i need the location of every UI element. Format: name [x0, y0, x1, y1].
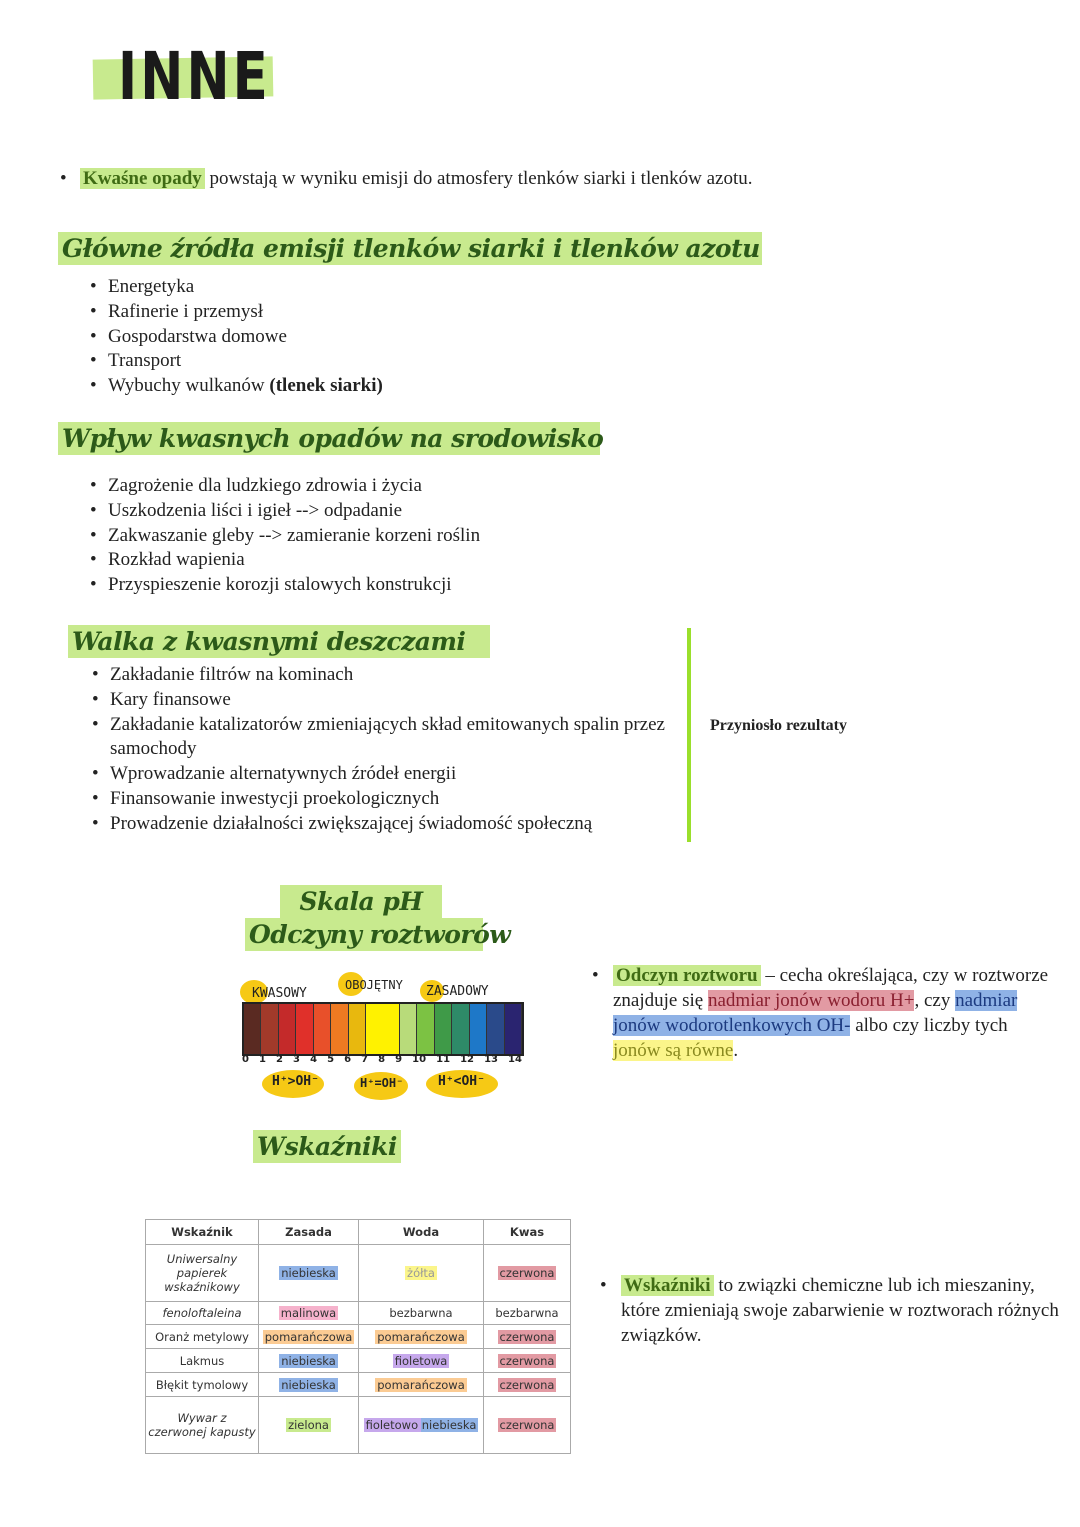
ph-color-strip: [242, 1002, 524, 1056]
list-item: • Rafinerie i przemysł: [90, 300, 383, 325]
ph-segment-1: [261, 1004, 278, 1054]
table-row: Błękit tymolowy niebieska pomarańczowa czerwona: [146, 1373, 571, 1397]
table-row: Wywar z czerwonej kapusty zielona fioletowo niebieska czerwona: [146, 1397, 571, 1454]
ph-segment-12: [470, 1004, 487, 1054]
odczyny-heading: Odczyny roztworów: [245, 918, 483, 951]
ph-number: 12: [460, 1054, 475, 1065]
ph-segment-3: [296, 1004, 313, 1054]
list-item: • Zakładanie filtrów na kominach: [92, 663, 682, 688]
wskazniki-heading: Wskaźniki: [253, 1130, 401, 1163]
section-heading-countermeasures: Walka z kwasnymi deszczami: [68, 625, 490, 658]
ph-segment-2: [279, 1004, 296, 1054]
ph-number: 1: [259, 1054, 266, 1065]
ph-segment-10: [435, 1004, 452, 1054]
ph-number: 2: [276, 1054, 283, 1065]
table-row: Uniwersalny papierek wskaźnikowy niebieska żółta czerwona: [146, 1245, 571, 1302]
ph-segment-9: [417, 1004, 434, 1054]
list-item: • Zakwaszanie gleby --> zamieranie korzeni roślin: [90, 524, 480, 549]
ph-number: 13: [484, 1054, 498, 1065]
ph-number: 5: [327, 1054, 335, 1065]
result-note: Przyniosło rezultaty: [710, 717, 848, 734]
list-item: • Energetyka: [90, 275, 383, 300]
list-item: • Kary finansowe: [92, 688, 682, 713]
ph-number: 14: [508, 1054, 522, 1065]
table-header-row: Wskaźnik Zasada Woda Kwas: [146, 1220, 571, 1245]
base-label: ZASADOWY: [426, 984, 489, 999]
ph-number: 11: [436, 1054, 451, 1065]
acid-relation: H⁺>OH⁻: [272, 1074, 319, 1089]
ph-segment-4: [314, 1004, 331, 1054]
table-row: Oranż metylowy pomarańczowa pomarańczowa czerwona: [146, 1325, 571, 1349]
ph-segment-7: [366, 1004, 400, 1054]
bracket-bar: [687, 628, 691, 842]
effects-list: [90, 474, 480, 598]
ph-number: 3: [293, 1054, 301, 1065]
list-item: • Wprowadzanie alternatywnych źródeł energii: [92, 762, 682, 787]
ph-number: 7: [361, 1054, 369, 1065]
table-row: fenoloftaleina malinowa bezbarwna bezbarwna: [146, 1302, 571, 1325]
ph-number: 10: [412, 1054, 427, 1065]
list-item: • Wybuchy wulkanów (tlenek siarki): [90, 374, 383, 399]
neutral-relation: H⁺=OH⁻: [360, 1076, 404, 1090]
countermeasures-list: [92, 663, 682, 837]
list-item: • Transport: [90, 349, 383, 374]
list-item: • Prowadzenie działalności zwiększającej świadomość społeczną: [92, 812, 682, 837]
list-item: • Zakładanie katalizatorów zmieniających skład emitowanych spalin przez samochody: [92, 713, 682, 763]
list-item: • Przyspieszenie korozji stalowych konstrukcji: [90, 573, 480, 598]
wskazniki-definition: • Wskaźniki to związki chemiczne lub ich mieszaniny, które zmieniają swoje zabarwienie w roztworach różnych związków.: [600, 1275, 1059, 1346]
ph-segment-6: [349, 1004, 366, 1054]
ph-segment-0: [244, 1004, 261, 1054]
section-heading-effects: Wpływ kwasnych opadów na srodowisko: [58, 422, 600, 455]
acid-label: KWASOWY: [252, 986, 307, 1001]
odczyn-definition: • Odczyn roztworu – cecha określająca, czy w roztworze znajduje się nadmiar jonów wodoru H+, czy nadmiar jonów wodorotlenkowych OH- albo czy liczby tych jonów są równe.: [592, 965, 1049, 1061]
ph-segment-11: [452, 1004, 469, 1054]
base-relation: H⁺<OH⁻: [438, 1074, 485, 1089]
intro-term: Kwaśne opady: [80, 168, 205, 189]
section-heading-sources: Główne źródła emisji tlenków siarki i tlenków azotu: [58, 232, 762, 265]
ph-segment-14: [505, 1004, 522, 1054]
ph-numbers: [242, 1054, 522, 1065]
list-item: • Zagrożenie dla ludzkiego zdrowia i życia: [90, 474, 480, 499]
table-row: Lakmus niebieska fioletowa czerwona: [146, 1349, 571, 1373]
list-item: • Rozkład wapienia: [90, 548, 480, 573]
neutral-label: OBOJĘTNY: [345, 978, 403, 992]
ph-segment-8: [400, 1004, 417, 1054]
ph-segment-5: [331, 1004, 348, 1054]
page-title: INNE: [118, 38, 271, 115]
ph-number: 4: [310, 1054, 318, 1065]
ph-segment-13: [487, 1004, 504, 1054]
ph-number: 8: [378, 1054, 386, 1065]
list-item: • Uszkodzenia liści i igieł --> odpadanie: [90, 499, 480, 524]
intro-text: powstają w wyniku emisji do atmosfery tlenków siarki i tlenków azotu.: [204, 168, 753, 189]
ph-heading: Skala pH: [280, 885, 442, 918]
ph-number: 0: [242, 1054, 249, 1065]
list-item: • Finansowanie inwestycji proekologicznych: [92, 787, 682, 812]
sources-list: [90, 275, 383, 399]
ph-number: 6: [344, 1054, 352, 1065]
ph-scale-illustration: [240, 968, 525, 1103]
list-item: • Gospodarstwa domowe: [90, 325, 383, 350]
ph-number: 9: [395, 1054, 403, 1065]
intro-paragraph: • Kwaśne opady powstają w wyniku emisji do atmosfery tlenków siarki i tlenków azotu.: [60, 168, 753, 189]
indicator-table: [145, 1219, 571, 1454]
